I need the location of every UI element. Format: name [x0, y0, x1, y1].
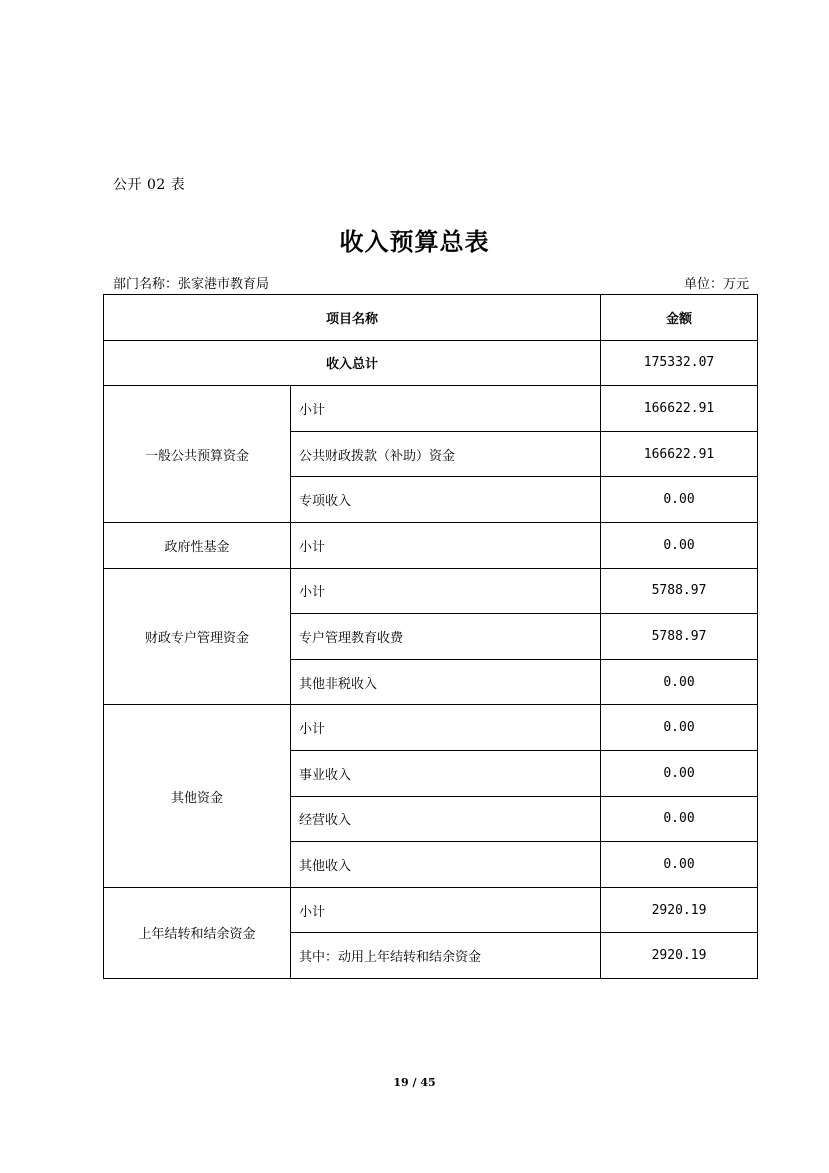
item-name-cell: 其他非税收入	[291, 659, 601, 705]
table-row	[104, 568, 758, 614]
amount-cell: 0.00	[601, 659, 758, 705]
amount-cell: 0.00	[601, 842, 758, 888]
amount-cell: 166622.91	[601, 431, 758, 477]
table-row	[104, 386, 758, 432]
unit-label: 单位：万元	[683, 277, 749, 292]
item-name-cell: 小计	[291, 705, 601, 751]
item-name-cell: 小计	[291, 568, 601, 614]
item-name-cell: 小计	[291, 522, 601, 568]
item-name-cell: 事业收入	[291, 750, 601, 796]
page-number: 19 / 45	[393, 1076, 436, 1089]
header-item-name: 项目名称	[104, 295, 601, 341]
amount-cell: 0.00	[601, 750, 758, 796]
form-code: 公开 02 表	[113, 177, 186, 193]
item-name-cell: 专项收入	[291, 477, 601, 523]
item-name-cell: 其中：动用上年结转和结余资金	[291, 933, 601, 979]
header-amount: 金额	[601, 295, 758, 341]
table-row	[104, 705, 758, 751]
category-cell: 财政专户管理资金	[104, 568, 291, 705]
amount-cell: 0.00	[601, 522, 758, 568]
total-row	[104, 340, 758, 386]
item-name-cell: 小计	[291, 887, 601, 933]
category-cell: 一般公共预算资金	[104, 386, 291, 523]
amount-cell: 2920.19	[601, 887, 758, 933]
department-label: 部门名称：张家港市教育局	[113, 277, 270, 292]
total-amount: 175332.07	[601, 340, 758, 386]
amount-cell: 5788.97	[601, 614, 758, 660]
item-name-cell: 公共财政拨款（补助）资金	[291, 431, 601, 477]
amount-cell: 0.00	[601, 705, 758, 751]
amount-cell: 0.00	[601, 796, 758, 842]
item-name-cell: 经营收入	[291, 796, 601, 842]
amount-cell: 5788.97	[601, 568, 758, 614]
category-cell: 其他资金	[104, 705, 291, 887]
amount-cell: 0.00	[601, 477, 758, 523]
total-label: 收入总计	[104, 340, 601, 386]
amount-cell: 166622.91	[601, 386, 758, 432]
item-name-cell: 其他收入	[291, 842, 601, 888]
category-cell: 上年结转和结余资金	[104, 887, 291, 978]
item-name-cell: 小计	[291, 386, 601, 432]
item-name-cell: 专户管理教育收费	[291, 614, 601, 660]
table-row	[104, 522, 758, 568]
page-title: 收入预算总表	[339, 228, 490, 256]
table-header-row	[104, 295, 758, 341]
income-budget-table	[103, 294, 758, 979]
table-row	[104, 887, 758, 933]
category-cell: 政府性基金	[104, 522, 291, 568]
amount-cell: 2920.19	[601, 933, 758, 979]
